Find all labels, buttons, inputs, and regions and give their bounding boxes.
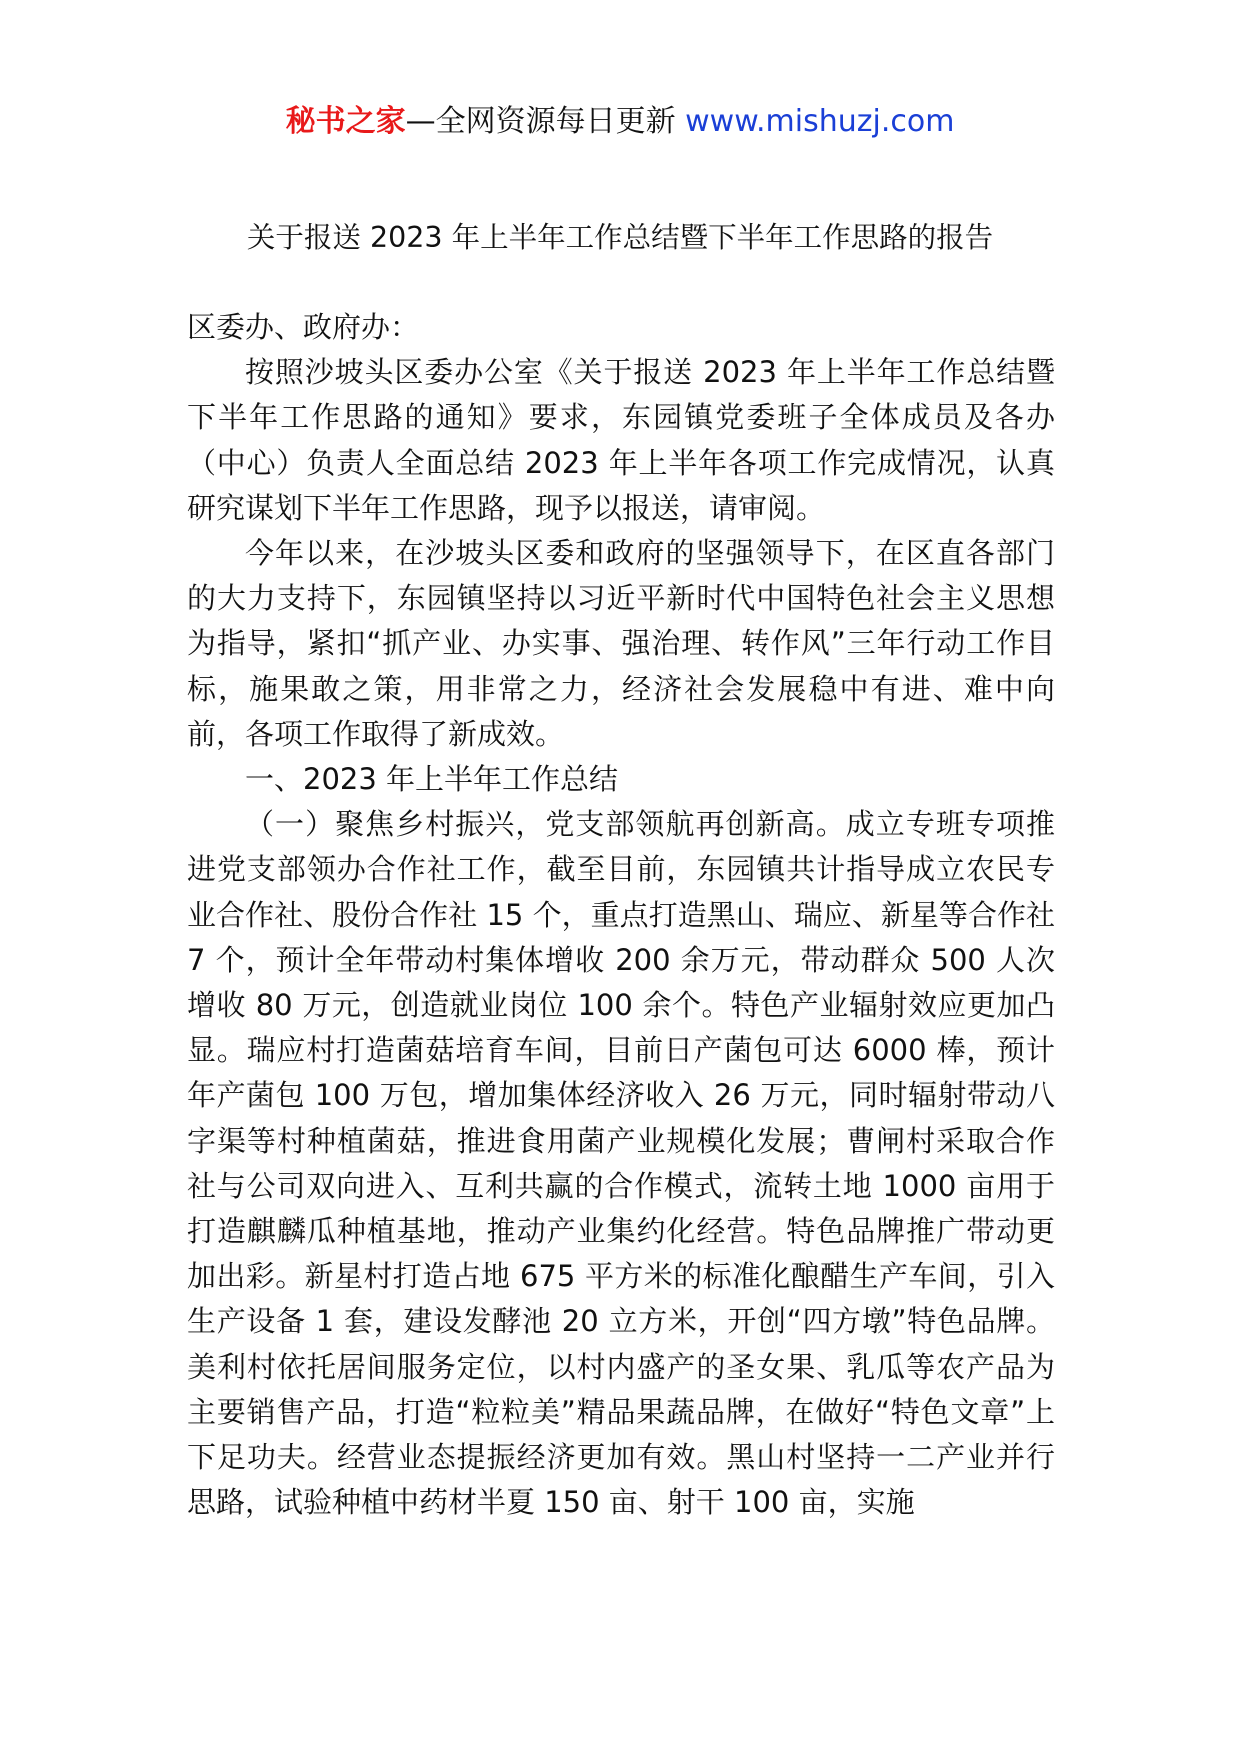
paragraph-intro: 按照沙坡头区委办公室《关于报送 2023 年上半年工作总结暨下半年工作思路的通知》要求，东园镇党委班子全体成员及各办（中心）负责人全面总结 2023 年上半年各项工作完成情况，认真研究谋划下半年工作思路，现予以报送，请审阅。	[187, 355, 1055, 525]
brand-name: 秘书之家	[285, 104, 406, 139]
site-banner	[0, 100, 1240, 144]
paragraph-overview: 今年以来，在沙坡头区委和政府的坚强领导下，在区直各部门的大力支持下，东园镇坚持以习近平新时代中国特色社会主义思想为指导，紧扣“抓产业、办实事、强治理、转作风”三年行动工作目标，施果敢之策，用非常之力，经济社会发展稳中有进、难中向前，各项工作取得了新成效。	[187, 536, 1055, 751]
salutation: 区委办、政府办：	[187, 310, 420, 344]
banner-url-link[interactable]: www.mishuzj.com	[685, 104, 955, 139]
section-heading: 一、2023 年上半年工作总结	[245, 762, 619, 797]
document-body	[187, 305, 1055, 1525]
document-title: 关于报送 2023 年上半年工作总结暨下半年工作思路的报告	[246, 221, 994, 254]
paragraph-subsection-1: （一）聚焦乡村振兴，党支部领航再创新高。成立专班专项推进党支部领办合作社工作，截至目前，东园镇共计指导成立农民专业合作社、股份合作社 15 个，重点打造黑山、瑞应、新星等合作社 7 个，预计全年带动村集体增收 200 余万元，带动群众 500 人次增收 80 万元，创造就业岗位 100 余个。特色产业辐射效应更加凸显。瑞应村打造菌菇培育车间，目前日产菌包可达 6000 棒，预计年产菌包 100 万包，增加集体经济收入 26 万元，同时辐射带动八字渠等村种植菌菇，推进食用菌产业规模化发展；曹闸村采取合作社与公司双向进入、互利共赢的合作模式，流转土地 1000 亩用于打造麒麟瓜种植基地，推动产业集约化经营。特色品牌推广带动更加出彩。新星村打造占地 675 平方米的标准化酿醋生产车间，引入生产设备 1 套，建设发酵池 20 立方米，开创“四方墩”特色品牌。美利村依托居间服务定位，以村内盛产的圣女果、乳瓜等农产品为主要销售产品，打造“粒粒美”精品果蔬品牌，在做好“特色文章”上下足功夫。经营业态提振经济更加有效。黑山村坚持一二产业并行思路，试验种植中药材半夏 150 亩、射干 100 亩，实施	[187, 807, 1055, 1520]
banner-tagline: —全网资源每日更新	[405, 104, 686, 139]
